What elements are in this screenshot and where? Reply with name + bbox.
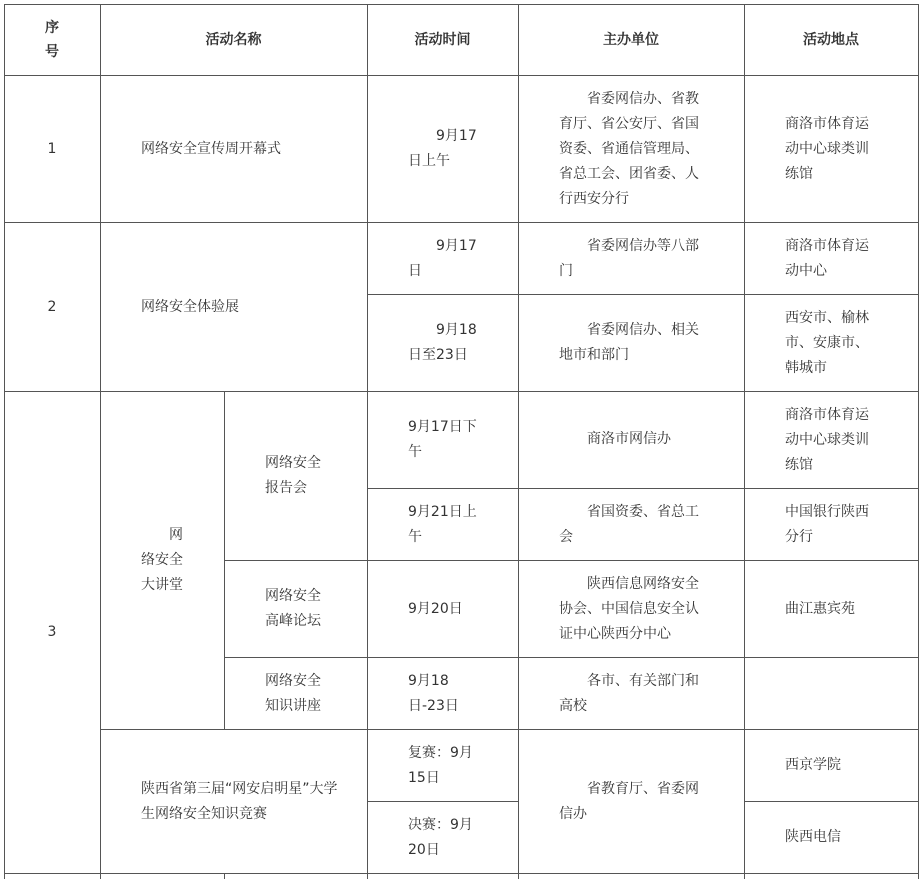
row3c-name: 网络安全知识讲座: [265, 673, 321, 714]
row3b-place: 曲江惠宾苑: [785, 601, 855, 617]
row1-seq: 1: [47, 141, 57, 157]
row2b-time: 9月18日至23日: [408, 322, 477, 363]
header-place: 活动地点: [803, 32, 859, 48]
row3d-name: 陕西省第三届“网安启明星”大学生网络安全知识竞赛: [141, 781, 338, 822]
row3b-host: 陕西信息网络安全协会、中国信息安全认证中心陕西分中心: [559, 576, 699, 642]
row1-place: 商洛市体育运动中心球类训练馆: [785, 116, 869, 182]
row3c-host: 各市、有关部门和高校: [559, 673, 699, 714]
row3a1-host: 商洛市网信办: [587, 431, 671, 447]
row2b-place: 西安市、榆林市、安康市、韩城市: [785, 310, 869, 376]
header-host: 主办单位: [603, 32, 659, 48]
header-seq: 序号: [45, 20, 59, 60]
row3d1-time: 复赛：9月15日: [408, 745, 473, 786]
header-name: 活动名称: [205, 32, 262, 48]
row2-name: 网络安全体验展: [141, 299, 239, 315]
row2a-place: 商洛市体育运动中心: [785, 238, 869, 279]
row3d2-place: 陕西电信: [785, 829, 841, 845]
row2b-host: 省委网信办、相关地市和部门: [559, 322, 699, 363]
header-time: 活动时间: [414, 32, 471, 48]
row3a-name: 网络安全报告会: [265, 455, 321, 496]
row3-seq: 3: [47, 624, 57, 640]
row1-name: 网络安全宣传周开幕式: [141, 141, 281, 157]
row2a-host: 省委网信办等八部门: [559, 238, 699, 279]
row3b-name: 网络安全高峰论坛: [265, 588, 321, 629]
row2-seq: 2: [47, 299, 57, 315]
row3d1-place: 西京学院: [785, 757, 841, 773]
row3a2-host: 省国资委、省总工会: [559, 504, 699, 545]
row3a2-place: 中国银行陕西分行: [785, 504, 869, 545]
row1-host: 省委网信办、省教育厅、省公安厅、省国资委、省通信管理局、省总工会、团省委、人行西安分行: [559, 91, 699, 207]
row2a-time: 9月17日: [408, 238, 477, 279]
row3a2-time: 9月21日上午: [408, 504, 477, 545]
row3b-time: 9月20日: [408, 601, 463, 617]
row1-time: 9月17日上午: [408, 128, 477, 169]
row3a1-place: 商洛市体育运动中心球类训练馆: [785, 407, 869, 473]
row3d2-time: 决赛：9月20日: [408, 817, 473, 858]
row3d-host: 省教育厅、省委网信办: [559, 781, 699, 822]
row3a1-time: 9月17日下午: [408, 419, 477, 460]
row3c-time: 9月18日-23日: [408, 673, 459, 714]
row3-group-name: 网络安全大讲堂: [141, 527, 183, 593]
